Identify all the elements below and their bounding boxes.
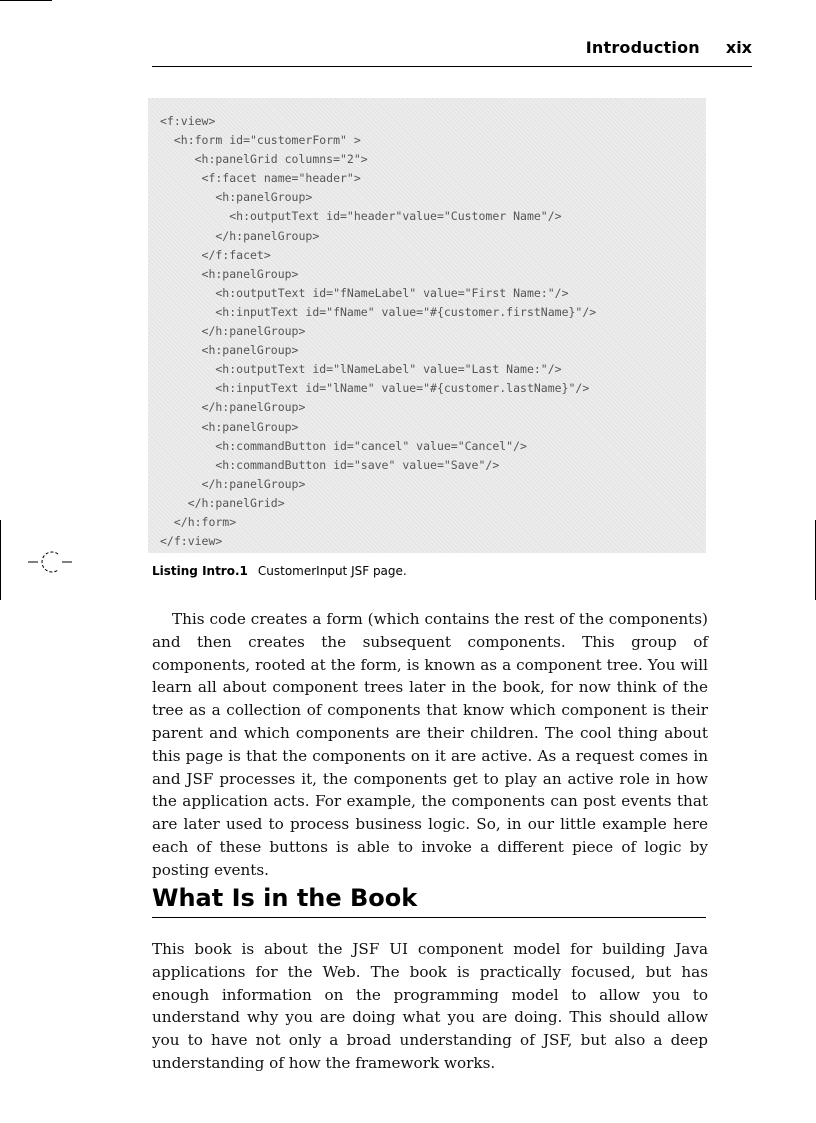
code-line: <h:panelGroup> — [160, 190, 313, 205]
registration-mark-icon — [28, 548, 74, 576]
code-line: <h:inputText id="fName" value="#{customer.firstName}"/> — [160, 304, 597, 319]
code-line: <h:outputText id="header"value="Customer Name"/> — [160, 209, 562, 224]
code-line: </h:panelGroup> — [160, 228, 320, 243]
code-line: <h:panelGroup> — [160, 419, 299, 434]
body-paragraph-1: This code creates a form (which contains the rest of the components) and then creates the subsequent components. This group of components, rooted at the form, is known as a component tree. You will learn all about component trees later in the book, for now think of the tree as a collection of components that know which component is their parent and which components are their children. The cool thing about this page is that the components on it are active. As a request comes in and JSF processes it, the components get to play an active role in how the application acts. For example, the components can post events that are later used to process business logic. So, in our little example here each of these buttons is able to invoke a different piece of logic by posting events. — [152, 610, 708, 879]
code-line: <h:commandButton id="cancel" value="Cancel"/> — [160, 438, 527, 453]
code-listing — [148, 98, 706, 553]
code-line: </h:panelGroup> — [160, 476, 306, 491]
code-line: <f:view> — [160, 114, 216, 128]
code-line: <h:form id="customerForm" > — [160, 133, 361, 148]
section-heading: What Is in the Book — [152, 883, 706, 918]
code-line: <h:outputText id="fNameLabel" value="First Name:"/> — [160, 285, 569, 300]
code-line: </h:panelGroup> — [160, 324, 306, 339]
caption-label: Listing Intro.1 — [152, 564, 248, 578]
code-line: <h:panelGrid columns="2"> — [160, 152, 368, 167]
page-number: xix — [725, 38, 752, 57]
caption-text: CustomerInput JSF page. — [257, 564, 407, 578]
code-line: <h:panelGroup> — [160, 343, 299, 358]
code-line: </f:facet> — [160, 247, 271, 262]
code-line: </f:view> — [160, 534, 223, 549]
code-line: <f:facet name="header"> — [160, 171, 361, 186]
listing-caption — [152, 564, 712, 578]
section-title: Introduction — [585, 38, 700, 57]
code-line: <h:commandButton id="save" value="Save"/> — [160, 457, 500, 472]
running-header — [152, 38, 752, 67]
code-line: </h:panelGrid> — [160, 495, 285, 510]
code-line: <h:outputText id="lNameLabel" value="Last Name:"/> — [160, 362, 562, 377]
code-line: <h:panelGroup> — [160, 266, 299, 281]
code-line: </h:form> — [160, 514, 237, 529]
code-line: </h:panelGroup> — [160, 400, 306, 415]
crop-mark-left — [0, 520, 1, 600]
crop-mark-top — [0, 0, 52, 1]
code-line: <h:inputText id="lName" value="#{customer.lastName}"/> — [160, 381, 590, 396]
body-paragraph-2: This book is about the JSF UI component model for building Java applications for the Web. The book is practically focused, but has enough information on the programming model to allow you to understand why you are doing what you are doing. This should allow you to have not only a broad understanding of JSF, but also a deep understanding of how the framework works. — [152, 940, 708, 1072]
